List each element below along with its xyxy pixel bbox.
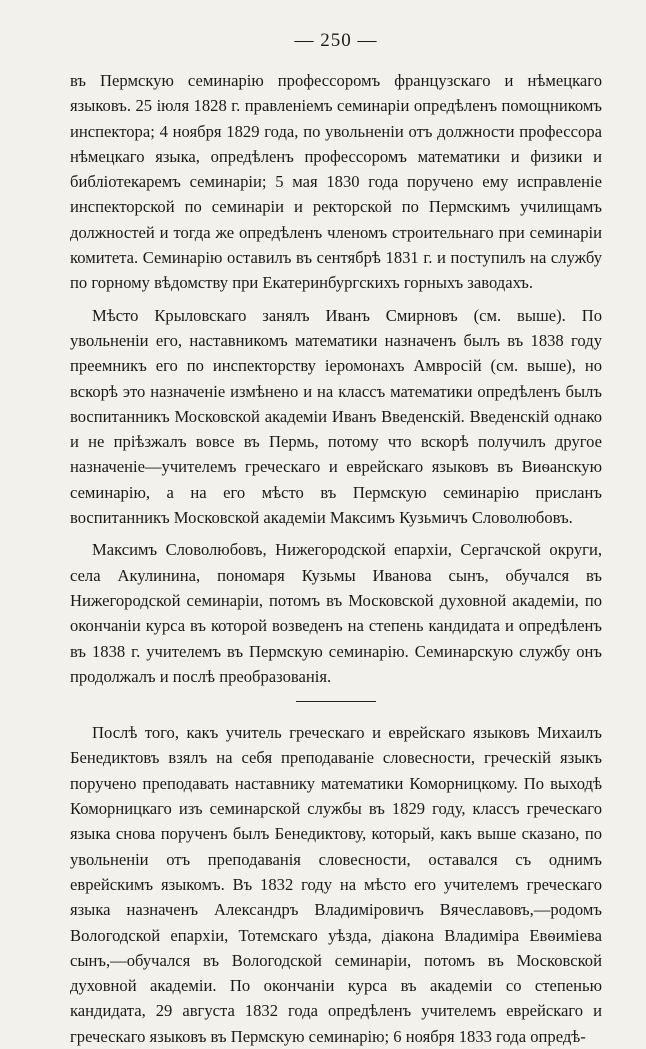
page-number: — 250 — (294, 30, 378, 51)
paragraph-3: Максимъ Словолюбовъ, Нижегородской епархіи, Сергачской округи, села Акулинина, пономаря Кузьмы Иванова сынъ, обучался въ Нижегородской семинаріи, потомъ въ Московской духовной академіи, по окончаніи курса въ которой возведенъ на степень кандидата и опредѣленъ въ 1838 г. учителемъ въ Пермскую семинарію. Семинарскую службу онъ продолжалъ и послѣ преобразованія. (70, 540, 602, 686)
paragraph-4: Послѣ того, какъ учитель греческаго и еврейскаго языковъ Михаилъ Бенедиктовъ взялъ на себя преподаваніе словесности, греческій языкъ поручено преподавать наставнику математики Коморницкому. По выходѣ Коморницкаго изъ семинарской службы въ 1829 году, классъ греческаго языка снова порученъ былъ Бенедиктову, который, какъ выше сказано, по увольненіи отъ преподаванія словесности, оставался съ однимъ еврейскимъ языкомъ. Въ 1832 году на мѣсто его учителемъ греческаго языка назначенъ Александръ Владиміровичъ Вячеславовъ,—родомъ Вологодской епархіи, Тотемскаго уѣзда, діакона Владиміра Евѳиміева сынъ,—обучался въ Вологодской семинаріи, потомъ въ Московской духовной академіи. По окончаніи курса въ академіи со степенью кандидата, 29 августа 1832 года опредѣленъ учителемъ еврейскаго и греческаго языковъ въ Пермскую семинарію; 6 ноября 1833 года опредѣ- (70, 723, 602, 1046)
section-divider (296, 701, 376, 702)
paragraph-1: въ Пермскую семинарію профессоромъ французскаго и нѣмецкаго языковъ. 25 іюля 1828 г. правленіемъ семинаріи опредѣленъ помощникомъ инспектора; 4 ноября 1829 года, по увольненіи отъ должности профессора нѣмецкаго языка, опредѣленъ профессоромъ математики и физики и библіотекаремъ семинаріи; 5 мая 1830 года поручено ему исправленіе инспекторской по семинаріи и ректорской по Пермскимъ училищамъ должностей и тогда же опредѣленъ членомъ строительнаго при семинаріи комитета. Семинарію оставилъ въ сентябрѣ 1831 г. и поступилъ на службу по горному вѣдомству при Екатеринбургскихъ горныхъ заводахъ. (70, 71, 602, 293)
paragraph-2: Мѣсто Крыловскаго занялъ Иванъ Смирновъ (см. выше). По увольненіи его, наставникомъ математики назначенъ былъ въ 1838 году преемникъ его по инспекторству іеромонахъ Амвросій (см. выше), но вскорѣ это назначеніе измѣнено и на классъ математики опредѣленъ былъ воспитанникъ Московской академіи Иванъ Введенскій. Введенскій однако и не пріѣзжалъ вовсе въ Пермь, потому что вскорѣ получилъ другое назначеніе—учителемъ греческаго и еврейскаго языковъ въ Виѳанскую семинарію, а на его мѣсто въ Пермскую семинарію присланъ воспитанникъ Московской академіи Максимъ Кузьмичъ Словолюбовъ. (70, 305, 602, 528)
